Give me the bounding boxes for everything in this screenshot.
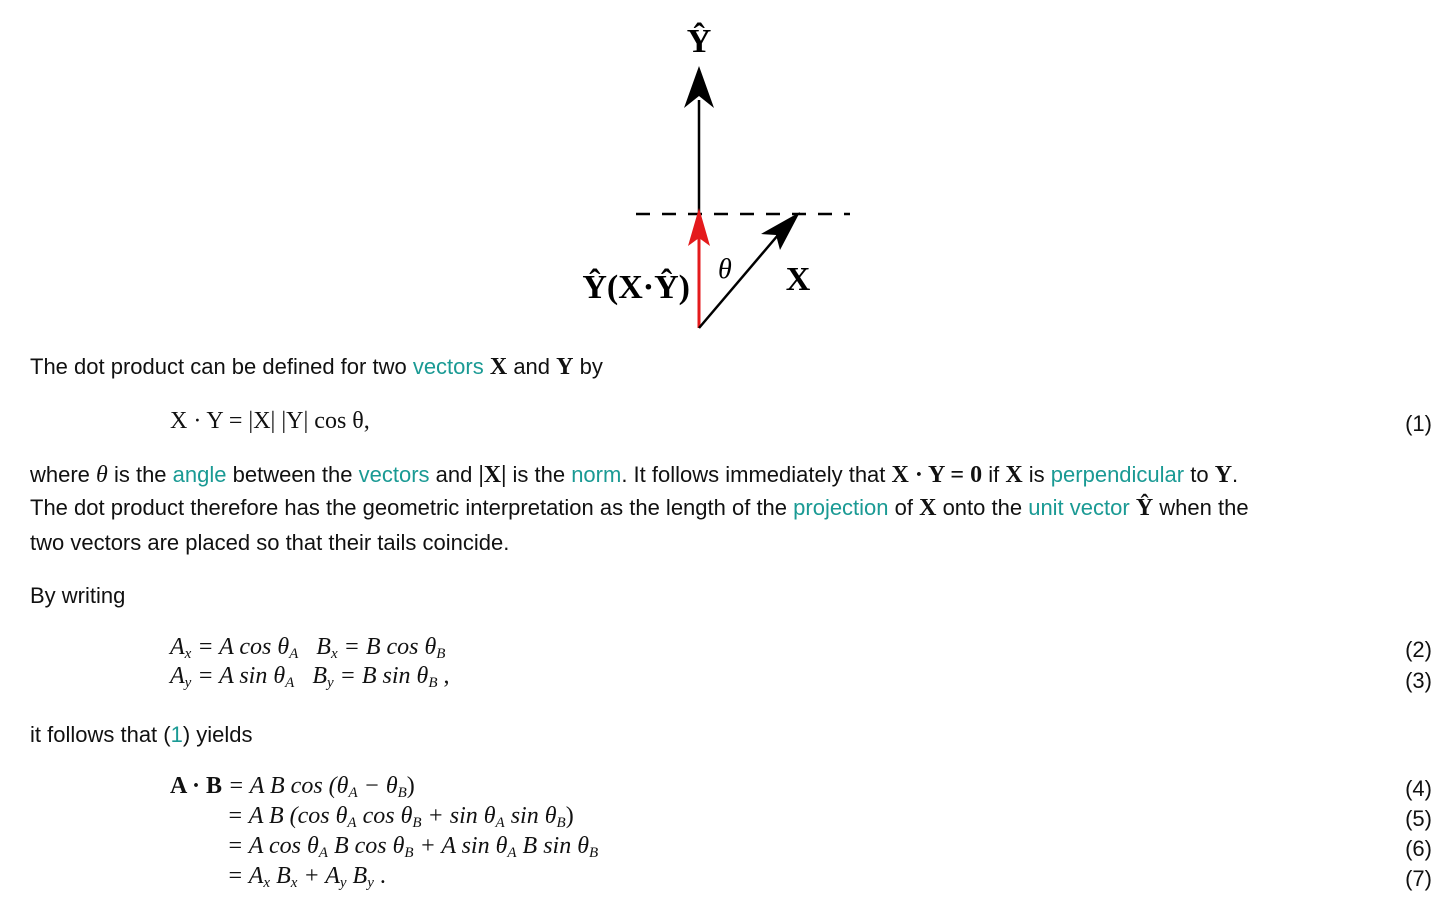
equation-1 bbox=[170, 408, 370, 435]
link-equation-1[interactable]: 1 bbox=[170, 722, 183, 747]
equation-2-number: (2) bbox=[1405, 637, 1432, 662]
equation-3: $A_y = A$ $\sin \theta_A$ $B_y = B$ $\sin \theta_B$ , bbox=[170, 663, 450, 691]
yhat-label: Ŷ bbox=[686, 23, 712, 60]
x-vector-line bbox=[699, 228, 784, 328]
intro-paragraph bbox=[30, 354, 603, 381]
math-y: Y bbox=[1214, 462, 1233, 488]
equation-6: = A $\cos \theta_A$ B $\cos \theta_B + A$ $\sin \theta_A$ B $\sin \theta_B$ bbox=[227, 833, 599, 861]
equation-7: = $A_x$ $B_x + A_y$ $B_y$ . bbox=[227, 863, 386, 891]
math-x: X bbox=[489, 354, 508, 380]
math-x: X bbox=[1005, 462, 1023, 488]
equation-3-number: (3) bbox=[1405, 668, 1432, 693]
link-perpendicular[interactable]: perpendicular bbox=[1050, 462, 1185, 487]
link-vectors[interactable]: vectors bbox=[412, 354, 484, 379]
math-theta: θ bbox=[96, 462, 108, 488]
equation-5-number: (5) bbox=[1405, 806, 1432, 831]
follows-text: it follows that (1) yields bbox=[30, 722, 253, 747]
by-writing-text: By writing bbox=[30, 583, 126, 608]
explanation-line-1: where θ is the angle between the vectors and |X| is the norm. It follows immediately that X · Y = 0 if X is perpendicular to Y. bbox=[30, 462, 1239, 488]
text: The dot product can be defined for two bbox=[30, 354, 413, 379]
math-x: X bbox=[919, 495, 937, 521]
math-xy-zero: X · Y = 0 bbox=[891, 462, 983, 488]
x-vector-arrowhead bbox=[761, 212, 800, 250]
math-y: Y bbox=[556, 354, 574, 380]
projection-label: Ŷ(X·Ŷ) bbox=[582, 269, 690, 306]
equation-4-number: (4) bbox=[1405, 776, 1432, 801]
link-norm[interactable]: norm bbox=[571, 462, 622, 487]
theta-label: θ bbox=[718, 254, 732, 285]
equation-1-text: X · Y = |X| |Y| cos θ, bbox=[170, 408, 370, 434]
equation-7-number: (7) bbox=[1405, 866, 1432, 891]
text: by bbox=[573, 354, 603, 379]
explanation-line-3: two vectors are placed so that their tails coincide. bbox=[30, 530, 510, 555]
equation-2: $A_x = A$ $\cos \theta_A$ $B_x = B$ $\cos \theta_B$ bbox=[170, 634, 446, 662]
link-unit-vector[interactable]: unit vector bbox=[1028, 495, 1130, 520]
x-label: X bbox=[785, 261, 811, 298]
math-norm-x: |X| bbox=[478, 462, 507, 488]
equation-5: = A B (cos $\theta_A$ $\cos \theta_B + \sin \theta_A$ $\sin \theta_B$) bbox=[227, 803, 574, 831]
link-projection[interactable]: projection bbox=[793, 495, 889, 520]
text: and bbox=[507, 354, 557, 379]
equation-1-number: (1) bbox=[1405, 411, 1432, 436]
math-yhat: Ŷ bbox=[1135, 495, 1154, 521]
explanation-line-2: The dot product therefore has the geometric interpretation as the length of the projection of X onto the unit vector Ŷ when the bbox=[30, 495, 1249, 521]
link-angle[interactable]: angle bbox=[172, 462, 227, 487]
link-vectors-2[interactable]: vectors bbox=[358, 462, 430, 487]
equation-6-number: (6) bbox=[1405, 836, 1432, 861]
vector-projection-figure bbox=[560, 0, 880, 340]
equation-4: A · B = A B $\cos (\theta_A - \theta_B)$ bbox=[170, 773, 415, 801]
